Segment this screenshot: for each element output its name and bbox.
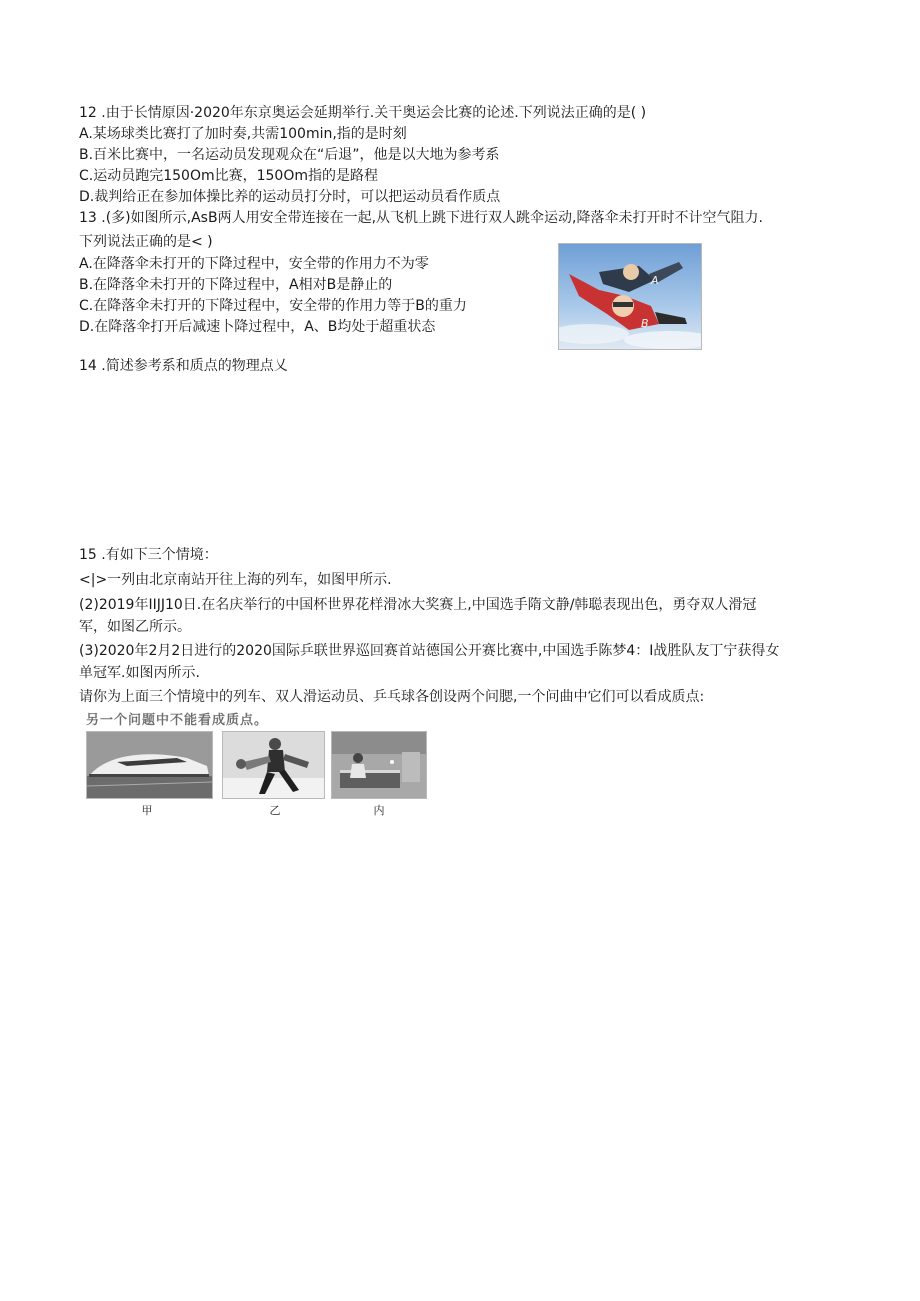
q12-option-c: C.运动员跑完150Om比赛，150Om指的是路程 — [79, 168, 378, 184]
skydiving-illustration — [559, 244, 701, 349]
q12-option-a: A.某场球类比赛打了加时奏,共需100min,指的是时刻 — [79, 126, 407, 142]
q15-item-2: (2)2019年IIJJ10日.在名庆举行的中国杯世界花样滑冰大奖赛上,中国选手隋文静/韩聪表现出色，勇夺双人滑冠 — [79, 597, 757, 613]
skydiving-photo — [558, 243, 702, 350]
q12-stem: 12 .由于长情原因·2020年东京奥运会延期举行.关干奥运会比赛的论述.下列说法正确的是( ) — [79, 105, 647, 121]
caption-bing: 内 — [373, 804, 385, 817]
figure-label-b: B — [641, 317, 649, 330]
q15-image-intro: 另一个问题中不能看成质点。 — [86, 713, 269, 728]
q12-option-d: D.裁判给正在参加体操比养的运动员打分时，可以把运动员看作质点 — [79, 189, 501, 205]
skating-illustration — [223, 732, 324, 798]
q15-instruction: 请你为上面三个情境中的列车、双人滑运动员、乒乓球各创设两个问腮,一个问曲中它们可以看成质点: — [79, 689, 705, 705]
figure-label-a: A — [651, 274, 659, 287]
caption-jia: 甲 — [141, 804, 153, 817]
q12-option-b: B.百米比赛中，一名运动员发现观众在“后退”，他是以大地为参考系 — [79, 147, 500, 163]
q14-stem: 14 .简述参考系和质点的物理点乂 — [79, 358, 288, 374]
caption-yi: 乙 — [269, 804, 281, 817]
q13-stem-line1: 13 .(多)如图所示,AsB两人用安全带连接在一起,从飞机上跳下进行双人跳伞运动,降落伞未打开时不计空气阻力. — [79, 210, 763, 226]
table-tennis-photo — [331, 731, 427, 799]
pair-skating-photo — [222, 731, 325, 799]
q13-option-b: B.在降落伞未打开的下降过程中，A相对B是静止的 — [79, 277, 393, 293]
q13-option-c: C.在降落伞未打开的下降过程中，安全带的作用力等于B的重力 — [79, 298, 467, 314]
q15-item-3-cont: 单冠军.如图丙所示. — [79, 665, 200, 681]
q13-option-a: A.在降落伞未打开的下降过程中，安全带的作用力不为零 — [79, 256, 429, 272]
q15-item-3: (3)2020年2月2日进行的2020国际乒联世界巡回赛首站德国公开赛比赛中,中国选手陈梦4：I战胜队友丁宁获得女 — [79, 643, 780, 659]
q13-stem-line2: 下列说法正确的是< ) — [79, 234, 213, 250]
q13-option-d: D.在降落伞打开后减速卜降过程中，A、B均处于超重状态 — [79, 319, 436, 335]
train-illustration — [87, 732, 212, 798]
q15-stem: 15 .有如下三个情境： — [79, 547, 218, 563]
table-tennis-illustration — [332, 732, 426, 798]
train-photo — [86, 731, 213, 799]
q15-item-1: <|>一列由北京南站开往上海的列车，如图甲所示. — [79, 572, 392, 588]
q15-item-2-cont: 军，如图乙所示。 — [79, 619, 191, 635]
